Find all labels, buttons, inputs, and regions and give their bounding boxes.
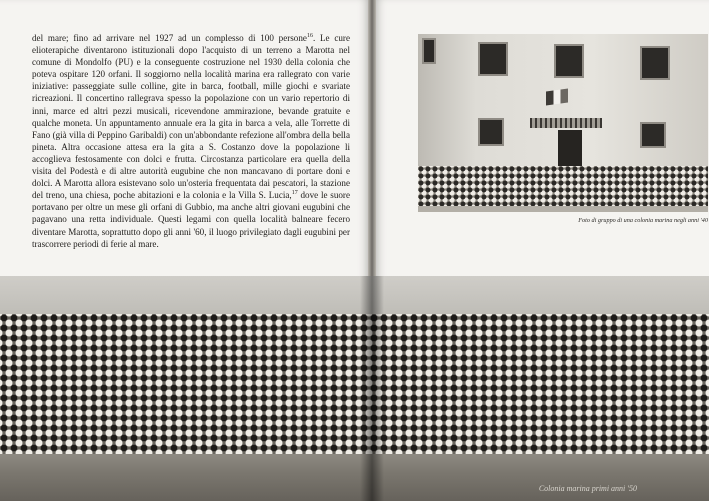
building-balcony [530, 118, 602, 128]
ground [418, 206, 708, 212]
text-start: del mare; fino ad arrivare nel 1927 ad un complesso di 100 persone [32, 33, 307, 43]
building-window [554, 44, 584, 78]
building-window [640, 46, 670, 80]
building-window [422, 38, 436, 64]
beach-group-photo [0, 276, 709, 501]
beach-sand [0, 454, 709, 501]
footnote-ref: 16 [306, 32, 313, 39]
gutter-shadow [360, 276, 384, 501]
beach-photo-caption: Colonia marina primi anni '50 [538, 484, 637, 493]
beach-crowd [0, 314, 709, 454]
footnote-ref: 17 [291, 190, 298, 197]
body-paragraph [32, 32, 350, 250]
text-middle: . Le cure elioterapiche diventarono istituzionali dopo l'acquisto di un terreno a Marotta nel comune di Mondolfo (PU) e la conseguente costruzione nel 1930 della colonia che poteva ospitare 120 orfani. Il soggiorno nella località marina era rallegrato con varie iniziative: passeggiate sulle colline, gite in barca, football, mille giochi e svariate ricreazioni. Il concertino rallegrava spesso la popolazione con un vario repertorio di inni, marce ed altri pezzi musicali, ricevendone ammirazione, bevande gratuite e qualche moneta. Un appuntamento annuale era la gita in barca a vela, alle Torrette di Fano (già villa di Peppino Garibaldi) con un'abbondante refezione all'ombra della bella pineta. Altra occasione attesa era la gita a S. Costanzo dove la popolazione li accoglieva festosamente con dolci e frutta. Circostanza particolare era quella della visita del Podestà e di altre autorità eugubine che non mancavano di portare doni e dolci. A Marotta allora esistevano solo un'osteria frequentata dai pescatori, la stazione del treno, una chiesa, poche abitazioni e la colonia e la Villa S. Lucia, [32, 33, 350, 201]
building-window [640, 122, 666, 148]
building-window [478, 118, 504, 146]
photo-caption: Foto di gruppo di una colonia marina negli anni '40 [578, 217, 708, 224]
body-text [32, 32, 350, 250]
building-window [478, 42, 508, 76]
text-end: dove le suore portavano per oltre un mese gli orfani di Gubbio, ma anche altri giovani eugubini che pagavano una retta individuale. Questi legami con quella località balneare fecero diventare Marotta, soprattutto dopo gli anni '60, il luogo privilegiato dagli eugubini per trascorrere periodi di ferie al mare. [32, 190, 350, 249]
colony-building-photo [418, 34, 708, 212]
